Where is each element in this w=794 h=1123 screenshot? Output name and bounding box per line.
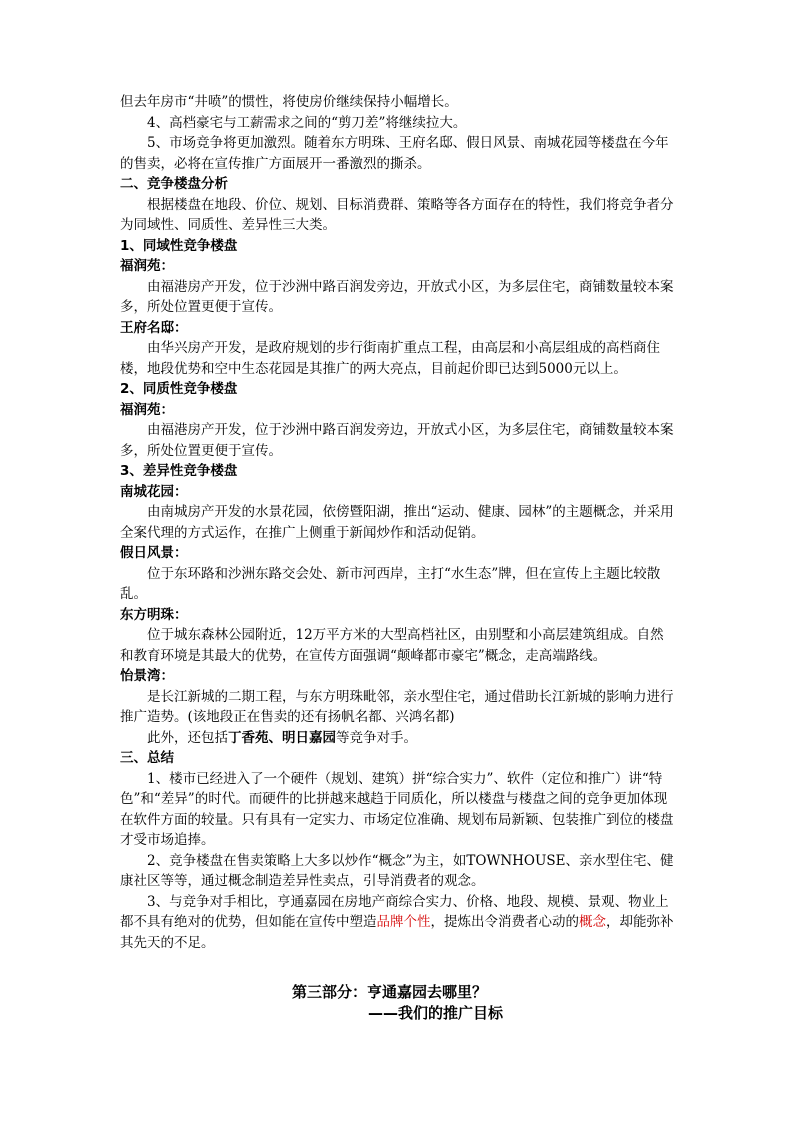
text-run: 3、与竞争对手相比，亨通嘉园在房地产商综合实力、价格、地段、规模、景观、物业上都不具有绝对的优势，但如能在宣传中塑造 [120,893,669,930]
part-title: 第三部分：亨通嘉园去哪里？ [292,983,488,1001]
property-name: 东方明珠： [120,606,188,623]
paragraph: 4、高档豪宅与工薪需求之间的“剪刀差”将继续拉大。 [147,114,467,131]
property-name: 福润苑： [120,258,174,274]
subsection-heading: 3、差异性竞争楼盘 [120,463,238,479]
property-name: 怡景湾： [120,668,174,684]
paragraph: 位于东环路和沙洲东路交会处、新市河西岸，主打“水生态”牌，但在宣传上主题比较散乱。 [120,565,661,602]
section-heading: 三、总结 [120,750,174,766]
paragraph: 由南城房产开发的水景花园，依傍暨阳湖，推出“运动、健康、园林”的主题概念，并采用全案代理的方式运作，在推广上侧重于新闻炒作和活动促销。 [120,504,674,541]
section-heading: 二、竞争楼盘分析 [120,176,228,192]
part-subtitle: ——我们的推广目标 [368,1004,504,1022]
paragraph: 2、竞争楼盘在售卖策略上大多以炒作“概念”为主，如TOWNHOUSE、亲水型住宅、健康社区等等，通过概念制造差异性卖点，引导消费者的观念。 [120,852,674,889]
paragraph: 位于城东森林公园附近，12万平方米的大型高档社区，由别墅和小高层建筑组成。自然和教育环境是其最大的优势，在宣传方面强调“颠峰都市豪宅”概念，走高端路线。 [120,627,664,664]
paragraph: 1、楼市已经进入了一个硬件（规划、建筑）拼“综合实力”、软件（定位和推广）讲“特色”和“差异”的时代。而硬件的比拼越来越趋于同质化，所以楼盘与楼盘之间的竞争更加体现在软件方面的较量。只有具有一定实力、市场定位准确、规划布局新颖、包装推广到位的楼盘才受市场追捧。 [120,770,674,848]
text-run: ，却能弥补其先天的不足。 [120,914,674,951]
property-name: 南城花园： [120,483,188,500]
document-body [120,92,676,953]
paragraph: 由福港房产开发，位于沙洲中路百润发旁边，开放式小区，为多层住宅，商铺数量较本案多，所处位置更便于宣传。 [120,278,674,315]
highlight-text: 概念 [579,914,606,930]
paragraph: 由华兴房产开发，是政府规划的步行街南扩重点工程，由高层和小高层组成的高档商住楼，地段优势和空中生态花园是其推广的两大亮点，目前起价即已达到5000元以上。 [120,340,660,377]
property-name: 王府名邸： [120,319,188,336]
paragraph: 根据楼盘在地段、价位、规划、目标消费群、策略等各方面存在的特性，我们将竞争者分为同域性、同质性、差异性三大类。 [120,196,674,233]
text-run: ，提炼出令消费者心动的 [430,914,579,930]
subsection-heading: 1、同域性竞争楼盘 [120,237,238,254]
subsection-heading: 2、同质性竞争楼盘 [120,381,238,397]
bold-text: 丁香苑、明日嘉园 [228,729,336,746]
property-name: 福润苑： [120,401,174,418]
paragraph [120,728,676,749]
property-name: 假日风景： [120,545,188,561]
paragraph: 5、市场竞争将更加激烈。随着东方明珠、王府名邸、假日风景、南城花园等楼盘在今年的售卖，必将在宣传推广方面展开一番激烈的撕杀。 [120,135,669,172]
paragraph [120,892,676,954]
paragraph: 但去年房市“井喷”的惯性，将使房价继续保持小幅增长。 [120,94,458,110]
paragraph: 是长江新城的二期工程，与东方明珠毗邻，亲水型住宅，通过借助长江新城的影响力进行推广造势。(该地段正在售卖的还有扬帆名都、兴鸿名都) [120,688,674,725]
text-run: 等竞争对手。 [336,729,417,746]
text-run: 此外，还包括 [147,729,228,746]
paragraph: 由福港房产开发，位于沙洲中路百润发旁边，开放式小区，为多层住宅，商铺数量较本案多，所处位置更便于宣传。 [120,422,674,459]
highlight-text: 品牌个性 [376,914,431,930]
